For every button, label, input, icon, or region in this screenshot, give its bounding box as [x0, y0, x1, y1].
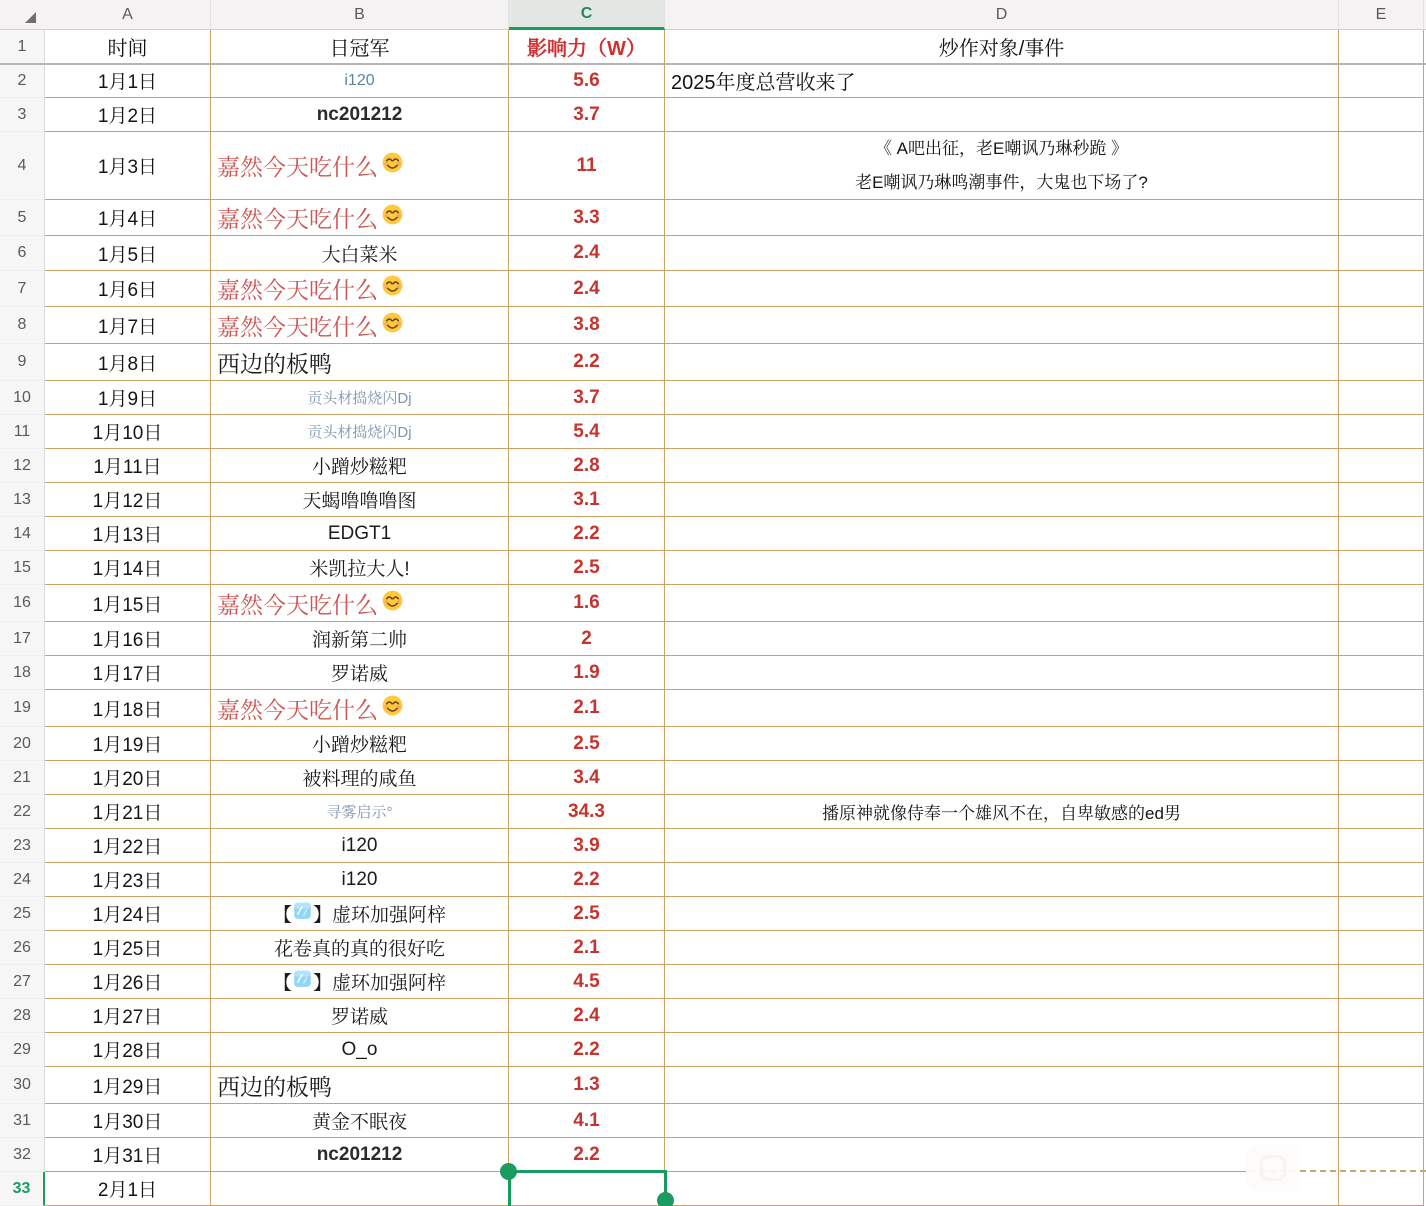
empty-cell[interactable]: [1339, 98, 1424, 132]
champion-cell[interactable]: 嘉然今天吃什么: [211, 132, 509, 200]
event-cell[interactable]: [665, 829, 1339, 863]
row-number-24[interactable]: 24: [0, 863, 45, 897]
champion-cell[interactable]: 小蹭炒糍粑: [211, 449, 509, 483]
table-row: [0, 1104, 1426, 1138]
influence-cell[interactable]: 2.5: [509, 897, 665, 931]
champion-cell[interactable]: nc201212: [211, 1138, 509, 1172]
date-cell[interactable]: 1月30日: [45, 1104, 211, 1138]
select-all-corner[interactable]: [0, 0, 45, 29]
table-row: [0, 307, 1426, 344]
table-row: [0, 517, 1426, 551]
header-cell-time[interactable]: 时间: [45, 30, 211, 64]
table-row: [0, 690, 1426, 727]
table-row: [0, 1172, 1426, 1206]
sheet-rows: [0, 30, 1426, 1206]
empty-cell[interactable]: [1339, 931, 1424, 965]
champion-cell[interactable]: 西边的板鸭: [211, 344, 509, 381]
empty-cell[interactable]: [1339, 344, 1424, 381]
champion-cell[interactable]: i120: [211, 829, 509, 863]
champion-cell[interactable]: 西边的板鸭: [211, 1067, 509, 1104]
event-cell[interactable]: [665, 931, 1339, 965]
date-cell[interactable]: 1月18日: [45, 690, 211, 727]
influence-cell[interactable]: 1.3: [509, 1067, 665, 1104]
event-cell[interactable]: [665, 897, 1339, 931]
table-row: [0, 897, 1426, 931]
smiling-face-emoji: [382, 204, 403, 231]
champion-cell[interactable]: 嘉然今天吃什么: [211, 271, 509, 307]
influence-cell[interactable]: 3.8: [509, 307, 665, 344]
date-cell[interactable]: 1月3日: [45, 132, 211, 200]
smiling-face-emoji: [382, 152, 403, 179]
row-number-13[interactable]: 13: [0, 483, 45, 517]
date-cell[interactable]: 1月4日: [45, 200, 211, 236]
date-cell[interactable]: 1月12日: [45, 483, 211, 517]
date-cell[interactable]: 1月23日: [45, 863, 211, 897]
champion-cell[interactable]: nc201212: [211, 98, 509, 132]
date-cell[interactable]: 1月21日: [45, 795, 211, 829]
influence-cell[interactable]: 3.3: [509, 200, 665, 236]
empty-cell[interactable]: [1339, 622, 1424, 656]
row-number-30[interactable]: 30: [0, 1067, 45, 1104]
date-cell[interactable]: 1月14日: [45, 551, 211, 585]
empty-cell[interactable]: [1339, 863, 1424, 897]
empty-cell[interactable]: [1339, 965, 1424, 999]
table-row: [0, 622, 1426, 656]
row-number-21[interactable]: 21: [0, 761, 45, 795]
header-cell-influence[interactable]: 影响力（W）: [509, 30, 665, 64]
influence-cell[interactable]: 3.7: [509, 381, 665, 415]
influence-cell[interactable]: 4.5: [509, 965, 665, 999]
column-header-row: [0, 0, 1426, 30]
influence-cell[interactable]: 11: [509, 132, 665, 200]
event-cell[interactable]: [665, 1067, 1339, 1104]
champion-cell[interactable]: 贡头材捣烧闪Dj: [211, 415, 509, 449]
table-row: [0, 999, 1426, 1033]
influence-cell[interactable]: 5.4: [509, 415, 665, 449]
row-number-5[interactable]: 5: [0, 200, 45, 236]
row-number-10[interactable]: 10: [0, 381, 45, 415]
table-row: [0, 1067, 1426, 1104]
date-cell[interactable]: 1月31日: [45, 1138, 211, 1172]
table-row: [0, 344, 1426, 381]
date-cell[interactable]: 1月6日: [45, 271, 211, 307]
champion-cell[interactable]: EDGT1: [211, 517, 509, 551]
row-number-17[interactable]: 17: [0, 622, 45, 656]
row-number-19[interactable]: 19: [0, 690, 45, 727]
event-cell[interactable]: 2025年度总营收来了: [665, 64, 1339, 98]
table-row: [0, 585, 1426, 622]
champion-cell[interactable]: 润新第二帅: [211, 622, 509, 656]
empty-cell[interactable]: [1339, 795, 1424, 829]
empty-cell[interactable]: [1339, 999, 1424, 1033]
freeze-pane-line: [0, 63, 1426, 65]
row-number-11[interactable]: 11: [0, 415, 45, 449]
champion-cell[interactable]: 大白菜米: [211, 236, 509, 271]
row-number-25[interactable]: 25: [0, 897, 45, 931]
event-cell[interactable]: [665, 622, 1339, 656]
empty-cell[interactable]: [1339, 449, 1424, 483]
empty-cell[interactable]: [1339, 483, 1424, 517]
event-cell[interactable]: [665, 761, 1339, 795]
event-cell[interactable]: [665, 727, 1339, 761]
table-row: [0, 727, 1426, 761]
event-cell[interactable]: [665, 1104, 1339, 1138]
row-number-7[interactable]: 7: [0, 271, 45, 307]
table-row: [0, 931, 1426, 965]
ice-cube-emoji: [293, 901, 312, 926]
empty-cell[interactable]: [1339, 551, 1424, 585]
row-number-8[interactable]: 8: [0, 307, 45, 344]
empty-cell[interactable]: [1339, 761, 1424, 795]
row-number-1[interactable]: 1: [0, 30, 45, 64]
row-number-27[interactable]: 27: [0, 965, 45, 999]
table-row: [0, 98, 1426, 132]
date-cell[interactable]: 1月7日: [45, 307, 211, 344]
date-cell[interactable]: 1月16日: [45, 622, 211, 656]
column-header-c[interactable]: C: [509, 0, 665, 30]
table-row: [0, 965, 1426, 999]
header-cell-event[interactable]: 炒作对象/事件: [665, 30, 1339, 64]
influence-cell[interactable]: 2.4: [509, 999, 665, 1033]
date-cell[interactable]: 1月2日: [45, 98, 211, 132]
influence-cell[interactable]: 2.5: [509, 551, 665, 585]
table-row: [0, 1138, 1426, 1172]
smiling-face-emoji: [382, 312, 403, 339]
date-cell[interactable]: 1月20日: [45, 761, 211, 795]
empty-cell[interactable]: [1339, 200, 1424, 236]
champion-cell[interactable]: 嘉然今天吃什么: [211, 585, 509, 622]
champion-cell[interactable]: i120: [211, 64, 509, 98]
table-row: [0, 415, 1426, 449]
influence-cell[interactable]: 3.9: [509, 829, 665, 863]
influence-cell[interactable]: 2: [509, 622, 665, 656]
event-cell[interactable]: [665, 690, 1339, 727]
row-number-12[interactable]: 12: [0, 449, 45, 483]
champion-cell[interactable]: i120: [211, 863, 509, 897]
empty-cell[interactable]: [1339, 1067, 1424, 1104]
table-row: [0, 761, 1426, 795]
event-cell[interactable]: [665, 483, 1339, 517]
row-number-18[interactable]: 18: [0, 656, 45, 690]
champion-cell[interactable]: 嘉然今天吃什么: [211, 200, 509, 236]
champion-cell[interactable]: 黄金不眠夜: [211, 1104, 509, 1138]
influence-cell[interactable]: 2.8: [509, 449, 665, 483]
date-cell[interactable]: 1月17日: [45, 656, 211, 690]
date-cell[interactable]: 1月26日: [45, 965, 211, 999]
event-cell[interactable]: [665, 965, 1339, 999]
influence-cell[interactable]: 2.2: [509, 1033, 665, 1067]
date-cell[interactable]: 1月8日: [45, 344, 211, 381]
champion-cell[interactable]: 贡头材捣烧闪Dj: [211, 381, 509, 415]
event-cell[interactable]: [665, 551, 1339, 585]
event-cell[interactable]: 《 A吧出征，老E嘲讽乃琳秒跪 》 老E嘲讽乃琳鸣潮事件，大鬼也下场了?: [665, 132, 1339, 200]
date-cell[interactable]: 1月10日: [45, 415, 211, 449]
champion-cell[interactable]: 天蝎噜噜噜图: [211, 483, 509, 517]
event-cell[interactable]: [665, 517, 1339, 551]
date-cell[interactable]: 1月29日: [45, 1067, 211, 1104]
table-row: [0, 829, 1426, 863]
empty-cell[interactable]: [1339, 656, 1424, 690]
empty-cell[interactable]: [1339, 381, 1424, 415]
event-cell[interactable]: [665, 200, 1339, 236]
header-cell-champion[interactable]: 日冠军: [211, 30, 509, 64]
event-cell[interactable]: [665, 307, 1339, 344]
column-header-a[interactable]: A: [45, 0, 211, 30]
row-number-4[interactable]: 4: [0, 132, 45, 200]
selection-fill-handle-bottom-right[interactable]: [657, 1192, 674, 1206]
influence-cell[interactable]: 2.4: [509, 236, 665, 271]
date-cell[interactable]: 1月13日: [45, 517, 211, 551]
champion-cell[interactable]: 【 】虚环加强阿梓: [211, 897, 509, 931]
row-number-33[interactable]: 33: [0, 1172, 45, 1206]
influence-cell[interactable]: 3.7: [509, 98, 665, 132]
watermark: [1246, 1144, 1300, 1192]
grid-line-segment: [665, 1171, 1257, 1172]
champion-cell[interactable]: 寻雾启示°: [211, 795, 509, 829]
champion-cell[interactable]: 【 】虚环加强阿梓: [211, 965, 509, 999]
row-number-6[interactable]: 6: [0, 236, 45, 271]
row-number-23[interactable]: 23: [0, 829, 45, 863]
influence-cell[interactable]: 2.1: [509, 931, 665, 965]
empty-cell[interactable]: [1339, 271, 1424, 307]
empty-cell[interactable]: [1339, 307, 1424, 344]
date-cell[interactable]: 1月5日: [45, 236, 211, 271]
influence-cell[interactable]: 3.1: [509, 483, 665, 517]
influence-cell[interactable]: 2.1: [509, 690, 665, 727]
empty-cell[interactable]: [1339, 690, 1424, 727]
champion-cell[interactable]: 米凯拉大人!: [211, 551, 509, 585]
active-cell-selection-border[interactable]: [508, 1170, 667, 1206]
champion-cell[interactable]: 被料理的咸鱼: [211, 761, 509, 795]
event-cell[interactable]: [665, 656, 1339, 690]
row-number-3[interactable]: 3: [0, 98, 45, 132]
table-row: [0, 1033, 1426, 1067]
influence-cell[interactable]: 2.2: [509, 1138, 665, 1172]
row-number-16[interactable]: 16: [0, 585, 45, 622]
row-number-9[interactable]: 9: [0, 344, 45, 381]
table-row: [0, 64, 1426, 98]
champion-cell[interactable]: 嘉然今天吃什么: [211, 307, 509, 344]
date-cell[interactable]: 1月24日: [45, 897, 211, 931]
empty-cell[interactable]: [1339, 132, 1424, 200]
column-header-d[interactable]: D: [665, 0, 1339, 30]
smiling-face-emoji: [382, 275, 403, 302]
smiling-face-emoji: [382, 590, 403, 617]
table-header-row: [0, 30, 1426, 64]
event-cell[interactable]: [665, 863, 1339, 897]
influence-cell[interactable]: 2.4: [509, 271, 665, 307]
influence-cell[interactable]: 34.3: [509, 795, 665, 829]
row-number-26[interactable]: 26: [0, 931, 45, 965]
row-number-32[interactable]: 32: [0, 1138, 45, 1172]
event-cell[interactable]: 播原神就像侍奉一个雄风不在，自卑敏感的ed男: [665, 795, 1339, 829]
row-number-14[interactable]: 14: [0, 517, 45, 551]
champion-cell[interactable]: O_o: [211, 1033, 509, 1067]
column-header-b[interactable]: B: [211, 0, 509, 30]
empty-cell[interactable]: [1339, 727, 1424, 761]
date-cell[interactable]: 1月25日: [45, 931, 211, 965]
influence-cell[interactable]: 1.6: [509, 585, 665, 622]
influence-cell[interactable]: 3.4: [509, 761, 665, 795]
event-cell[interactable]: [665, 271, 1339, 307]
empty-cell[interactable]: [1339, 1033, 1424, 1067]
event-cell[interactable]: [665, 1033, 1339, 1067]
champion-cell[interactable]: 嘉然今天吃什么: [211, 690, 509, 727]
smiling-face-emoji: [382, 695, 403, 722]
event-cell[interactable]: [665, 585, 1339, 622]
champion-cell[interactable]: 罗诺威: [211, 999, 509, 1033]
date-cell[interactable]: 1月27日: [45, 999, 211, 1033]
empty-cell[interactable]: [1339, 415, 1424, 449]
empty-cell[interactable]: [1339, 829, 1424, 863]
champion-cell[interactable]: 花卷真的真的很好吃: [211, 931, 509, 965]
date-cell[interactable]: 1月19日: [45, 727, 211, 761]
event-cell[interactable]: [665, 1138, 1339, 1172]
column-header-e[interactable]: E: [1339, 0, 1424, 30]
selection-handle-top-left[interactable]: [500, 1163, 517, 1180]
event-cell[interactable]: [665, 236, 1339, 271]
row-number-2[interactable]: 2: [0, 64, 45, 98]
empty-cell[interactable]: [1339, 585, 1424, 622]
empty-cell[interactable]: [1339, 897, 1424, 931]
date-cell[interactable]: 1月9日: [45, 381, 211, 415]
header-cell-e[interactable]: [1339, 30, 1424, 64]
table-row: [0, 200, 1426, 236]
date-cell[interactable]: 1月11日: [45, 449, 211, 483]
influence-cell[interactable]: 2.2: [509, 517, 665, 551]
select-all-icon: [25, 12, 36, 23]
event-cell[interactable]: [665, 381, 1339, 415]
event-cell[interactable]: [665, 344, 1339, 381]
table-row: [0, 381, 1426, 415]
influence-cell[interactable]: 2.5: [509, 727, 665, 761]
empty-cell[interactable]: [1339, 1104, 1424, 1138]
empty-cell[interactable]: [1339, 64, 1424, 98]
date-cell[interactable]: 1月28日: [45, 1033, 211, 1067]
table-row: [0, 449, 1426, 483]
row-number-15[interactable]: 15: [0, 551, 45, 585]
table-row: [0, 795, 1426, 829]
table-row: [0, 236, 1426, 271]
row-number-29[interactable]: 29: [0, 1033, 45, 1067]
influence-cell[interactable]: 2.2: [509, 344, 665, 381]
table-row: [0, 551, 1426, 585]
influence-cell[interactable]: 2.2: [509, 863, 665, 897]
date-cell[interactable]: 1月22日: [45, 829, 211, 863]
date-cell[interactable]: 1月15日: [45, 585, 211, 622]
table-row: [0, 132, 1426, 200]
event-cell[interactable]: [665, 1172, 1339, 1206]
table-row: [0, 656, 1426, 690]
row-number-20[interactable]: 20: [0, 727, 45, 761]
row-number-28[interactable]: 28: [0, 999, 45, 1033]
champion-cell[interactable]: 罗诺威: [211, 656, 509, 690]
event-cell[interactable]: [665, 415, 1339, 449]
ice-cube-emoji: [293, 969, 312, 994]
influence-cell[interactable]: 4.1: [509, 1104, 665, 1138]
empty-cell[interactable]: [1339, 236, 1424, 271]
champion-cell[interactable]: 小蹭炒糍粑: [211, 727, 509, 761]
row-number-31[interactable]: 31: [0, 1104, 45, 1138]
empty-cell[interactable]: [1339, 517, 1424, 551]
row-number-22[interactable]: 22: [0, 795, 45, 829]
empty-cell[interactable]: [1339, 1172, 1424, 1206]
event-cell[interactable]: [665, 98, 1339, 132]
influence-cell[interactable]: 5.6: [509, 64, 665, 98]
influence-cell[interactable]: 1.9: [509, 656, 665, 690]
date-cell[interactable]: 1月1日: [45, 64, 211, 98]
date-cell[interactable]: 2月1日: [45, 1172, 211, 1206]
event-cell[interactable]: [665, 449, 1339, 483]
empty-cell[interactable]: [1339, 1138, 1424, 1172]
champion-cell[interactable]: [211, 1172, 509, 1206]
table-row: [0, 483, 1426, 517]
event-cell[interactable]: [665, 999, 1339, 1033]
table-row: [0, 271, 1426, 307]
table-row: [0, 863, 1426, 897]
